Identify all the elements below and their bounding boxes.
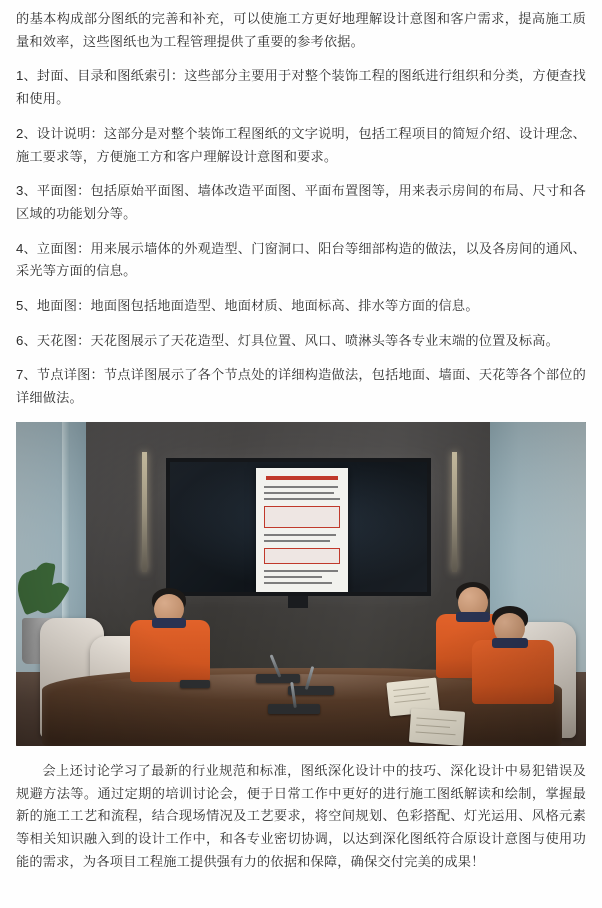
collar [492,638,528,648]
document-text-line [264,540,330,542]
notebook-line [394,698,430,703]
notebook-line [394,693,426,697]
meeting-room-photo [16,422,586,746]
wall-light-strip-left [142,452,147,572]
notebook-line [416,724,450,727]
document-text-line [264,498,340,500]
projected-document [256,468,348,592]
wall-light-strip-right [452,452,457,572]
uniform-jacket [472,640,554,704]
screen-stand [288,596,308,608]
microphone-base [180,680,210,688]
document-text-line [264,492,334,494]
document-text-line [264,576,322,578]
document-title-bar [266,476,338,480]
paragraph-6: 6、天花图：天花图展示了天花造型、灯具位置、风口、喷淋头等各专业末端的位置及标高。 [16,332,560,348]
paragraph-5: 5、地面图：地面图包括地面造型、地面材质、地面标高、排水等方面的信息。 [16,298,479,314]
document-text-line [264,486,338,488]
notebook [409,708,465,746]
paragraph-0: 的基本构成部分图纸的完善和补充，可以使施工方更好地理解设计意图和客户需求，提高施工质量和效率，这些图纸也为工程管理提供了重要的参考依据。 [16,11,586,49]
paragraph-2: 2、设计说明：这部分是对整个装饰工程图纸的文字说明，包括工程项目的简短介绍、设计理念、施工要求等，方便施工方和客户理解设计意图和要求。 [16,125,586,164]
collar [152,618,186,628]
meeting-photo-figure [16,422,586,746]
paragraph-1: 1、封面、目录和图纸索引：这些部分主要用于对整个装饰工程的图纸进行组织和分类，方便查找和使用。 [16,68,586,107]
paragraph-4: 4、立面图：用来展示墙体的外观造型、门窗洞口、阳台等细部构造的做法，以及各房间的通风、采光等方面的信息。 [16,240,586,279]
person-right-front [468,606,578,726]
person-left [124,588,234,698]
paragraph-7: 7、节点详图：节点详图展示了各个节点处的详细构造做法，包括地面、墙面、天花等各个部位的详细做法。 [16,367,586,406]
document-highlight-box [264,548,340,564]
closing-paragraph: 会上还讨论学习了最新的行业规范和标准，图纸深化设计中的技巧、深化设计中易犯错误及规避方法等。通过定期的培训讨论会，便于日常工作中更好的进行施工图纸解读和绘制，掌握最新的施工工艺和流程，结合现场情况及工艺要求，将空间规划、色彩搭配、灯光运用、风格元素等相关知识融入到的设计工作中，和各专业密切协调，以达到深化图纸符合原设计意图与使用功能的需求，为各项目工程施工提供强有力的依据和保障，确保交付完美的成果！ [16,762,586,869]
document-highlight-box [264,506,340,528]
document-text-line [264,534,336,536]
notebook-line [417,717,457,721]
document-text-line [264,582,332,584]
uniform-jacket [130,620,210,682]
paragraph-3: 3、平面图：包括原始平面图、墙体改造平面图、平面布置图等，用来表示房间的布局、尺寸和各区域的功能划分等。 [16,183,586,221]
notebook-line [393,686,429,691]
document-text-line [264,570,338,572]
notebook-line [416,731,456,735]
presentation-screen [166,458,431,596]
screen-inner [170,462,427,592]
